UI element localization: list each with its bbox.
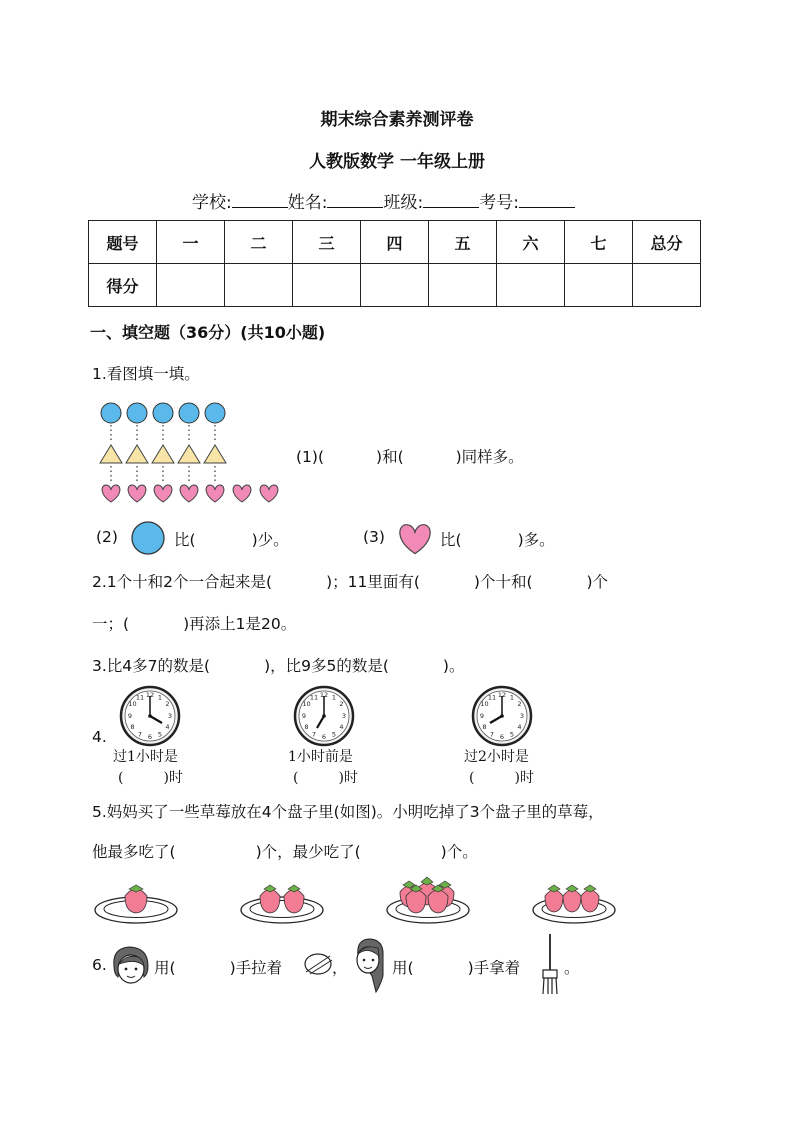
table-header-cell: 总分 bbox=[633, 221, 701, 264]
q2-text-c: )个十和( bbox=[473, 573, 533, 591]
circle-row-icon bbox=[101, 403, 225, 423]
exam-number-label: 考号: bbox=[479, 193, 519, 213]
school-blank[interactable] bbox=[232, 191, 288, 208]
table-header-cell: 三 bbox=[293, 221, 361, 264]
q3-text-b: )，比9多5的数是( bbox=[264, 657, 389, 675]
svg-text:5: 5 bbox=[157, 730, 163, 739]
svg-text:1: 1 bbox=[331, 693, 337, 702]
q1-part3 bbox=[440, 528, 555, 550]
score-cell[interactable] bbox=[157, 264, 225, 307]
q2-line2 bbox=[92, 612, 296, 634]
q1-part2 bbox=[174, 528, 289, 550]
triangle-row-icon bbox=[100, 445, 226, 463]
q6-text-d: 用( bbox=[392, 959, 414, 977]
svg-text:8: 8 bbox=[304, 723, 309, 731]
page-subtitle: 人教版数学 一年级上册 bbox=[309, 152, 485, 172]
svg-text:10: 10 bbox=[302, 700, 311, 708]
clock-icon bbox=[292, 684, 356, 748]
section-title: 一、填空题（36分）(共10小题) bbox=[90, 323, 326, 342]
score-cell[interactable] bbox=[633, 264, 701, 307]
circle-icon bbox=[130, 520, 166, 556]
q6-text-b: )手拉着 bbox=[229, 959, 283, 977]
q1-part1-text-c: )同样多。 bbox=[455, 448, 524, 466]
q3-text-a: 3.比4多7的数是( bbox=[92, 657, 211, 675]
q5-line2 bbox=[92, 840, 478, 862]
q6-comma: ， bbox=[332, 959, 348, 977]
score-table-score-row bbox=[89, 264, 701, 307]
name-blank[interactable] bbox=[327, 191, 383, 208]
q2-line1 bbox=[92, 570, 608, 592]
q1-part1-text-a: (1)( bbox=[296, 448, 325, 466]
svg-text:8: 8 bbox=[482, 723, 487, 731]
q2-text-e: 一；( bbox=[92, 615, 130, 633]
clock-label: 过2小时是 bbox=[464, 749, 529, 765]
svg-text:2: 2 bbox=[165, 700, 170, 708]
table-header-cell: 五 bbox=[429, 221, 497, 264]
clock-answer bbox=[293, 767, 358, 787]
svg-text:7: 7 bbox=[489, 730, 495, 739]
svg-text:5: 5 bbox=[331, 730, 337, 739]
svg-text:9: 9 bbox=[301, 712, 307, 720]
class-label: 班级: bbox=[383, 193, 424, 213]
svg-text:11: 11 bbox=[135, 693, 145, 702]
svg-text:7: 7 bbox=[311, 730, 317, 739]
svg-text:3: 3 bbox=[341, 712, 347, 720]
score-cell[interactable] bbox=[361, 264, 429, 307]
svg-text:11: 11 bbox=[309, 693, 319, 702]
score-cell[interactable] bbox=[497, 264, 565, 307]
table-header-cell: 一 bbox=[157, 221, 225, 264]
q6-text-e: )手拿着 bbox=[467, 959, 521, 977]
clock-icon bbox=[118, 684, 182, 748]
score-table-header-row bbox=[89, 221, 701, 264]
svg-text:12: 12 bbox=[319, 691, 329, 699]
strawberry-plate-icon bbox=[92, 876, 180, 926]
q2-text-f: )再添上1是20。 bbox=[183, 615, 297, 633]
q2-text-a: 2.1个十和2个一合起来是( bbox=[92, 573, 273, 591]
exam-number-blank[interactable] bbox=[519, 191, 575, 208]
clock-answer-open: ( bbox=[469, 770, 475, 786]
q5-text-b: )个，最少吃了( bbox=[255, 843, 361, 861]
score-row-label: 得分 bbox=[89, 264, 157, 307]
svg-text:3: 3 bbox=[519, 712, 525, 720]
clock-answer-close: )时 bbox=[514, 770, 534, 786]
score-table bbox=[88, 220, 701, 307]
page-title: 期末综合素养测评卷 bbox=[320, 110, 474, 130]
svg-text:6: 6 bbox=[147, 733, 153, 741]
fork-icon bbox=[538, 932, 562, 996]
svg-text:11: 11 bbox=[487, 693, 497, 702]
svg-text:1: 1 bbox=[509, 693, 515, 702]
q4-number: 4. bbox=[92, 728, 107, 746]
svg-text:9: 9 bbox=[479, 712, 485, 720]
clock-label: 1小时前是 bbox=[288, 749, 353, 765]
q3-text-c: )。 bbox=[442, 657, 465, 675]
svg-text:6: 6 bbox=[499, 733, 505, 741]
svg-text:12: 12 bbox=[145, 691, 155, 699]
heart-icon bbox=[396, 518, 434, 556]
school-label: 学校: bbox=[192, 193, 232, 213]
q1-part3-text-a: 比( bbox=[440, 531, 462, 549]
clock-answer bbox=[469, 767, 534, 787]
clock-label: 过1小时是 bbox=[113, 749, 178, 765]
q5-line1: 5.妈妈买了一些草莓放在4个盘子里(如图)。小明吃掉了3个盘子里的草莓， bbox=[92, 803, 604, 821]
clock-icon bbox=[470, 684, 534, 748]
student-info-line bbox=[192, 188, 575, 213]
q3-line bbox=[92, 654, 464, 676]
score-cell[interactable] bbox=[565, 264, 633, 307]
q1-prompt: 1.看图填一填。 bbox=[92, 365, 200, 383]
svg-text:5: 5 bbox=[509, 730, 515, 739]
q1-part3-number: (3) bbox=[363, 528, 385, 546]
clock-answer-open: ( bbox=[293, 770, 299, 786]
clock-answer-open: ( bbox=[118, 770, 124, 786]
score-cell[interactable] bbox=[293, 264, 361, 307]
q5-text-a: 他最多吃了( bbox=[92, 843, 176, 861]
q6-line bbox=[154, 956, 282, 978]
score-cell[interactable] bbox=[225, 264, 293, 307]
svg-text:7: 7 bbox=[137, 730, 143, 739]
svg-text:8: 8 bbox=[130, 723, 135, 731]
table-header-cell: 二 bbox=[225, 221, 293, 264]
svg-text:6: 6 bbox=[321, 733, 327, 741]
q6-text-a: 用( bbox=[154, 959, 176, 977]
svg-text:12: 12 bbox=[497, 691, 507, 699]
balloon-icon bbox=[302, 950, 334, 980]
q6-period: 。 bbox=[564, 959, 580, 977]
q1-part1-text-b: )和( bbox=[376, 448, 404, 466]
svg-text:2: 2 bbox=[517, 700, 522, 708]
q2-text-b: )；11里面有( bbox=[326, 573, 420, 591]
heart-row-icon bbox=[102, 485, 278, 502]
svg-text:4: 4 bbox=[339, 723, 344, 731]
girl-face-icon bbox=[108, 944, 154, 986]
clock-answer-close: )时 bbox=[338, 770, 358, 786]
q5-text-c: )个。 bbox=[440, 843, 478, 861]
svg-text:10: 10 bbox=[128, 700, 137, 708]
table-header-cell: 四 bbox=[361, 221, 429, 264]
strawberry-plate-icon bbox=[384, 872, 472, 926]
q1-part2-text-b: )少。 bbox=[251, 531, 289, 549]
q6-line-2 bbox=[392, 956, 520, 978]
svg-text:4: 4 bbox=[165, 723, 170, 731]
clock-answer bbox=[118, 767, 183, 787]
class-blank[interactable] bbox=[423, 191, 479, 208]
svg-text:10: 10 bbox=[480, 700, 489, 708]
q1-part2-number: (2) bbox=[96, 528, 118, 546]
q1-part1 bbox=[296, 445, 524, 467]
svg-text:9: 9 bbox=[127, 712, 133, 720]
strawberry-plate-icon bbox=[530, 876, 618, 926]
table-header-cell: 六 bbox=[497, 221, 565, 264]
svg-text:2: 2 bbox=[339, 700, 344, 708]
name-label: 姓名: bbox=[287, 193, 328, 213]
svg-text:3: 3 bbox=[167, 712, 173, 720]
q2-text-d: )个 bbox=[586, 573, 609, 591]
q6-number: 6. bbox=[92, 956, 107, 974]
svg-text:1: 1 bbox=[157, 693, 163, 702]
q1-shape-figure bbox=[96, 398, 286, 506]
q1-part2-text-a: 比( bbox=[174, 531, 196, 549]
girl-figure-icon bbox=[350, 936, 390, 994]
svg-text:4: 4 bbox=[517, 723, 522, 731]
q1-part3-text-b: )多。 bbox=[517, 531, 555, 549]
table-header-cell: 七 bbox=[565, 221, 633, 264]
score-cell[interactable] bbox=[429, 264, 497, 307]
clock-answer-close: )时 bbox=[163, 770, 183, 786]
strawberry-plate-icon bbox=[238, 876, 326, 926]
table-header-cell: 题号 bbox=[89, 221, 157, 264]
